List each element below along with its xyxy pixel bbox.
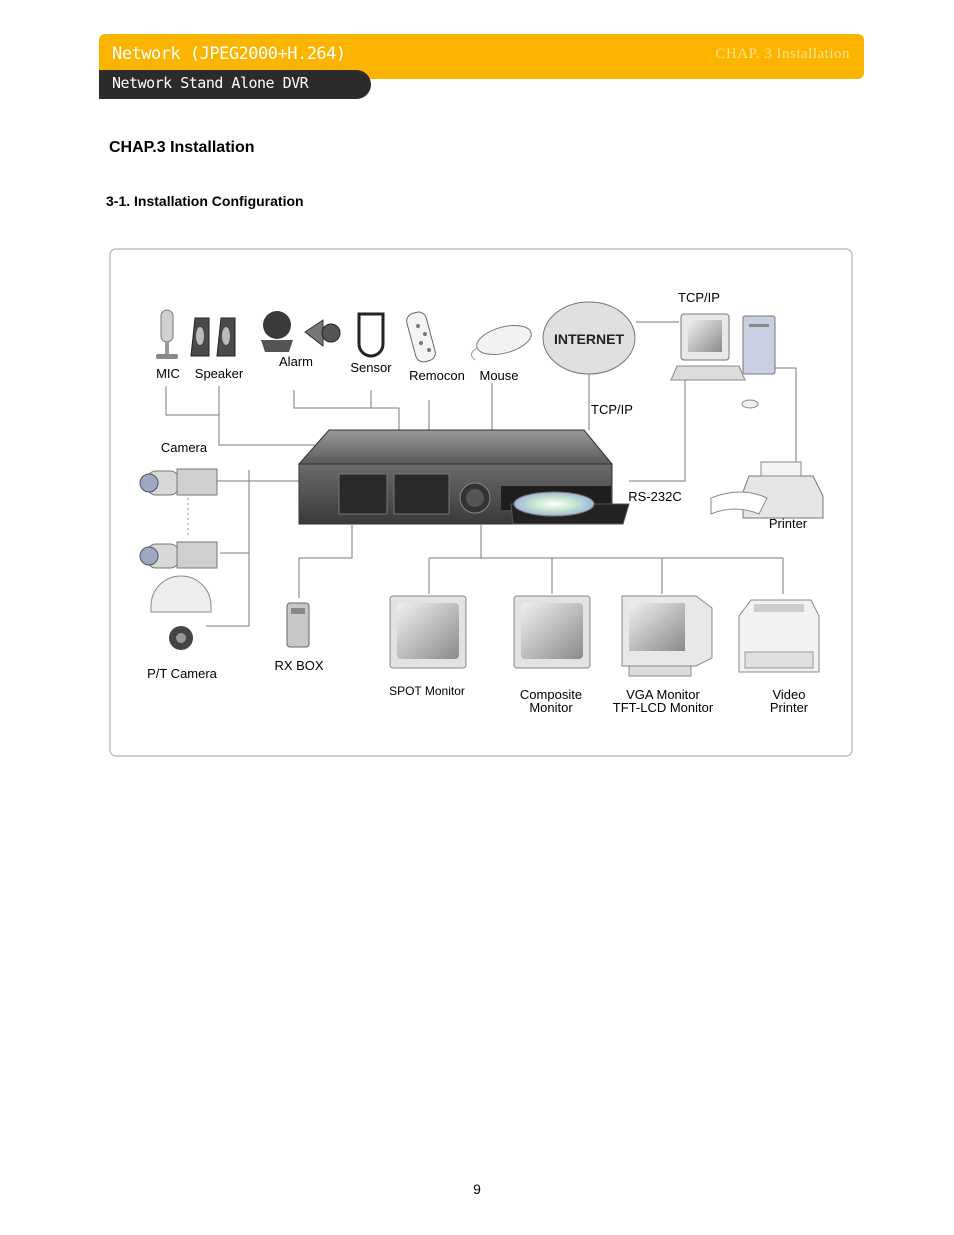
label-internet: INTERNET — [554, 331, 624, 347]
video-printer-icon — [739, 600, 819, 672]
label-vga-2: TFT-LCD Monitor — [612, 700, 714, 715]
header-title: Network (JPEG2000+H.264) — [112, 44, 346, 64]
label-alarm: Alarm — [279, 354, 313, 369]
label-composite-1: Composite — [519, 687, 583, 702]
camera-icon-1 — [140, 469, 217, 495]
rx-box-icon — [287, 603, 309, 647]
label-spot-monitor: SPOT Monitor — [389, 684, 465, 698]
label-tcpip-mid: TCP/IP — [591, 402, 633, 417]
label-rx-box: RX BOX — [274, 658, 324, 673]
section-heading: 3-1. Installation Configuration — [106, 193, 304, 209]
composite-monitor-icon — [514, 596, 590, 668]
label-vga-1: VGA Monitor — [626, 687, 700, 702]
installation-diagram — [109, 248, 853, 757]
label-sensor: Sensor — [350, 360, 392, 375]
label-remocon: Remocon — [409, 368, 465, 383]
label-video-printer-1: Video — [772, 687, 806, 702]
chapter-heading: CHAP.3 Installation — [109, 139, 255, 156]
sensor-icon — [359, 314, 383, 356]
label-composite-2: Monitor — [529, 700, 573, 715]
label-printer: Printer — [768, 516, 808, 531]
vga-monitor-icon — [622, 596, 712, 676]
spot-monitor-icon — [390, 596, 466, 668]
label-video-printer-2: Printer — [769, 700, 809, 715]
label-mouse: Mouse — [479, 368, 519, 383]
label-tcpip-top: TCP/IP — [678, 290, 720, 305]
label-camera: Camera — [160, 440, 208, 455]
header-subtitle: Network Stand Alone DVR — [112, 74, 309, 92]
label-speaker: Speaker — [194, 366, 244, 381]
header-chapter: CHAP. 3 Installation — [715, 46, 850, 62]
label-rs232c: RS-232C — [628, 489, 682, 504]
label-pt-camera: P/T Camera — [147, 666, 217, 681]
label-mic: MIC — [156, 366, 180, 381]
camera-icon-2 — [140, 542, 217, 568]
page-number: 9 — [473, 1181, 481, 1197]
dvr-icon — [299, 430, 629, 524]
